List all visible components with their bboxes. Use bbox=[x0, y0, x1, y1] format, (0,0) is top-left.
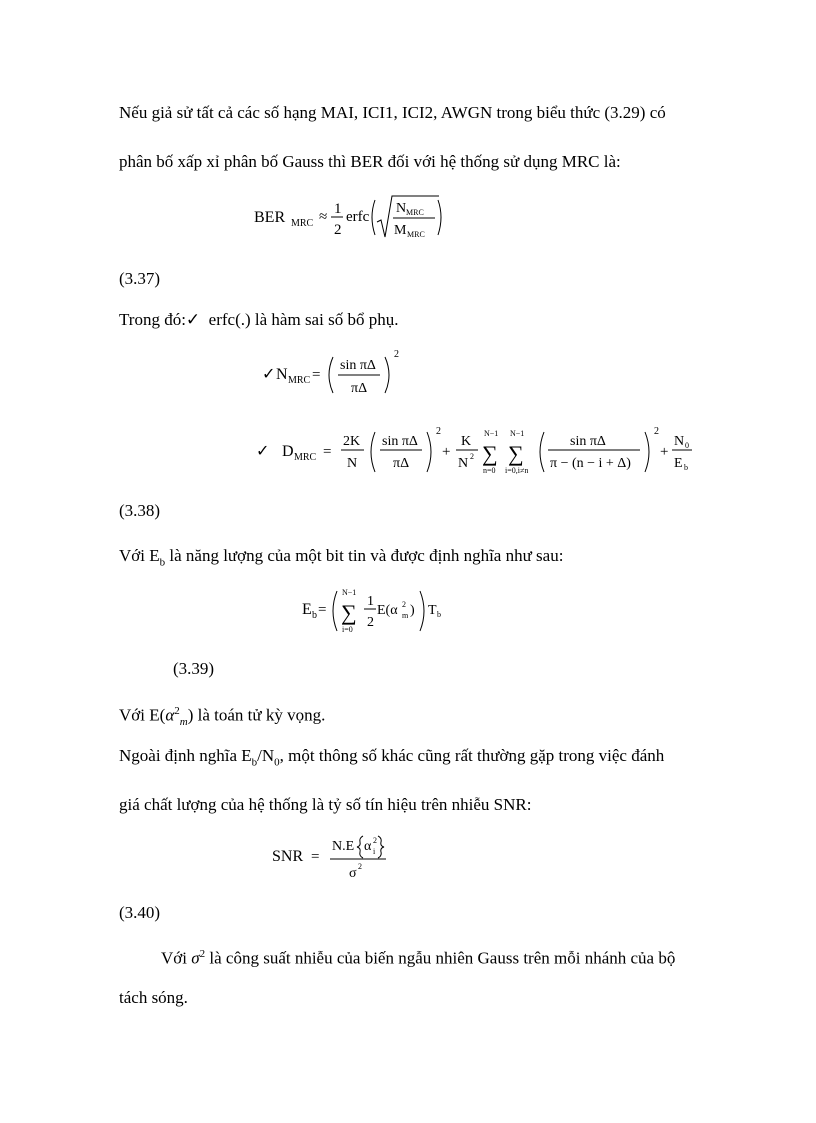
equation-stroke bbox=[540, 432, 544, 472]
where-prefix: Trong đó: bbox=[119, 310, 186, 329]
paragraph-line: Nếu giả sử tất cả các số hạng MAI, ICI1, ICI2, AWGN trong biểu thức (3.29) có bbox=[119, 103, 666, 122]
sum-icon: ∑ bbox=[508, 441, 524, 466]
snr-num-sub: i bbox=[373, 847, 376, 856]
eb-tb-sub: b bbox=[437, 610, 441, 619]
eb-sum-top: N−1 bbox=[342, 588, 357, 597]
where-line bbox=[119, 309, 398, 331]
dmrc-f4-den: π − (n − i + Δ) bbox=[550, 456, 631, 471]
equation-stroke bbox=[427, 432, 431, 472]
dmrc-f3-num: K bbox=[461, 434, 472, 449]
nmrc-pow: 2 bbox=[394, 349, 399, 360]
text-run: 2 bbox=[199, 948, 206, 960]
dmrc-plus1: + bbox=[442, 444, 451, 460]
ber-lhs: BER bbox=[254, 209, 286, 226]
ber-half-num: 1 bbox=[334, 201, 342, 217]
sum-icon: ∑ bbox=[482, 441, 498, 466]
dmrc-f3-den: N bbox=[458, 456, 469, 471]
paragraph-line: phân bố xấp xỉ phân bố Gauss thì BER đối với hệ thống sử dụng MRC là: bbox=[119, 152, 621, 171]
nmrc-lhs-sub: MRC bbox=[288, 375, 311, 386]
ber-num: N bbox=[396, 201, 407, 216]
equation-ber bbox=[254, 190, 454, 251]
eb-tb: T bbox=[428, 603, 437, 618]
dmrc-f4-num: sin πΔ bbox=[570, 434, 606, 449]
dmrc-lhs-sub: MRC bbox=[294, 452, 317, 463]
dmrc-f2-den: πΔ bbox=[393, 456, 410, 471]
nmrc-lhs: N bbox=[276, 366, 288, 383]
equation-stroke bbox=[329, 357, 333, 393]
text-run: α bbox=[165, 705, 175, 725]
text-run: là toán tử kỳ vọng. bbox=[193, 705, 326, 725]
eb-expect-close: ) bbox=[410, 603, 415, 618]
where-text: erfc(.) là hàm sai số bổ phụ. bbox=[208, 310, 399, 329]
equation-stroke bbox=[333, 591, 337, 631]
text-run: E bbox=[149, 705, 160, 725]
text-run: σ bbox=[191, 948, 200, 968]
snr-den: σ bbox=[349, 866, 357, 881]
dmrc-lhs: D bbox=[282, 443, 294, 460]
equation-stroke bbox=[385, 357, 389, 393]
text-run: , một thông số khác cũng rất thường gặp trong việc đánh bbox=[279, 746, 665, 765]
snr-num-alpha: α bbox=[364, 839, 372, 854]
ber-lhs-sub: MRC bbox=[291, 218, 314, 229]
equation-number: (3.40) bbox=[119, 903, 161, 922]
nmrc-eq: = bbox=[312, 367, 321, 383]
equation-stroke bbox=[645, 432, 649, 472]
expectation-line bbox=[119, 700, 325, 733]
equation-eb bbox=[302, 585, 462, 646]
text-run: là công suất nhiễu của biến ngẫu nhiên Gauss trên mỗi nhánh của bộ bbox=[205, 948, 676, 968]
dmrc-f5-den: E bbox=[674, 456, 683, 471]
paragraph-line bbox=[119, 745, 664, 773]
text-run: Ngoài định nghĩa E bbox=[119, 746, 252, 765]
equation-dmrc bbox=[256, 424, 696, 489]
text-run: b bbox=[251, 756, 258, 769]
eb-lhs: E bbox=[302, 601, 312, 618]
equation-stroke bbox=[357, 836, 363, 858]
dmrc-f5-num-sub: 0 bbox=[685, 441, 689, 450]
dmrc-eq: = bbox=[323, 444, 332, 460]
text-run: b bbox=[159, 556, 166, 569]
text-run: m bbox=[179, 716, 188, 729]
text-run: ( bbox=[159, 705, 166, 725]
ber-half-den: 2 bbox=[334, 222, 342, 238]
check-icon: ✓ bbox=[262, 366, 276, 383]
equation-stroke bbox=[420, 591, 424, 631]
dmrc-sum1-top: N−1 bbox=[484, 429, 499, 438]
dmrc-f1-den: N bbox=[347, 456, 358, 471]
paragraph-line: tách sóng. bbox=[119, 988, 188, 1007]
ber-den: M bbox=[394, 223, 407, 238]
dmrc-pow2: 2 bbox=[654, 426, 659, 437]
paragraph-line: giá chất lượng của hệ thống là tỷ số tín hiệu trên nhiễu SNR: bbox=[119, 795, 532, 814]
dmrc-f1-num: 2K bbox=[343, 434, 361, 449]
dmrc-pow1: 2 bbox=[436, 426, 441, 437]
nmrc-num: sin πΔ bbox=[340, 358, 376, 373]
equation-number: (3.38) bbox=[119, 501, 161, 520]
ber-func: erfc bbox=[346, 209, 370, 225]
eb-lhs-sub: b bbox=[312, 610, 317, 621]
text-run: Với bbox=[161, 948, 192, 968]
ber-num-sub: MRC bbox=[406, 208, 424, 217]
dmrc-plus2: + bbox=[660, 444, 669, 460]
equation-snr bbox=[272, 832, 402, 893]
eb-expect-sup: 2 bbox=[402, 600, 406, 609]
dmrc-sum1-bot: n=0 bbox=[483, 466, 496, 475]
snr-eq: = bbox=[311, 849, 320, 865]
eb-half-num: 1 bbox=[367, 594, 374, 609]
dmrc-f3-den-pow: 2 bbox=[470, 452, 474, 461]
equation-stroke bbox=[371, 432, 375, 472]
equation-number: (3.39) bbox=[173, 659, 215, 678]
eb-expect: E(α bbox=[377, 603, 398, 618]
dmrc-f5-den-sub: b bbox=[684, 463, 688, 472]
text-run: 2 bbox=[174, 705, 180, 717]
equation-nmrc bbox=[262, 347, 412, 408]
text-run: ) bbox=[187, 705, 194, 725]
eb-half-den: 2 bbox=[367, 615, 374, 630]
snr-den-sup: 2 bbox=[358, 862, 362, 871]
eb-eq: = bbox=[318, 602, 327, 618]
text-run: Với bbox=[119, 705, 150, 725]
text-run: là năng lượng của một bit tin và được định nghĩa như sau: bbox=[165, 546, 564, 565]
equation-stroke bbox=[372, 200, 375, 235]
snr-lhs: SNR bbox=[272, 848, 304, 865]
text-run: /N bbox=[257, 746, 275, 765]
equation-stroke bbox=[438, 200, 441, 235]
snr-num-a: N.E bbox=[332, 839, 355, 854]
eb-sum-bot: i=0 bbox=[342, 625, 353, 634]
equation-stroke bbox=[378, 836, 384, 858]
dmrc-f2-num: sin πΔ bbox=[382, 434, 418, 449]
snr-num-sup: 2 bbox=[373, 836, 377, 845]
dmrc-f5-num: N bbox=[674, 434, 685, 449]
eb-definition-line bbox=[119, 545, 563, 573]
text-run: 0 bbox=[274, 756, 280, 769]
text-run: Với E bbox=[119, 546, 160, 565]
eb-expect-sub: m bbox=[402, 611, 409, 620]
sum-icon: ∑ bbox=[341, 600, 357, 625]
nmrc-den: πΔ bbox=[351, 381, 368, 396]
ber-approx: ≈ bbox=[319, 209, 328, 225]
ber-den-sub: MRC bbox=[407, 230, 425, 239]
check-icon: ✓ bbox=[256, 443, 270, 460]
equation-number: (3.37) bbox=[119, 269, 161, 288]
dmrc-sum2-top: N−1 bbox=[510, 429, 525, 438]
paragraph-line bbox=[161, 943, 675, 970]
check-icon: ✓ bbox=[185, 310, 201, 329]
dmrc-sum2-bot: i=0,i≠n bbox=[505, 466, 529, 475]
